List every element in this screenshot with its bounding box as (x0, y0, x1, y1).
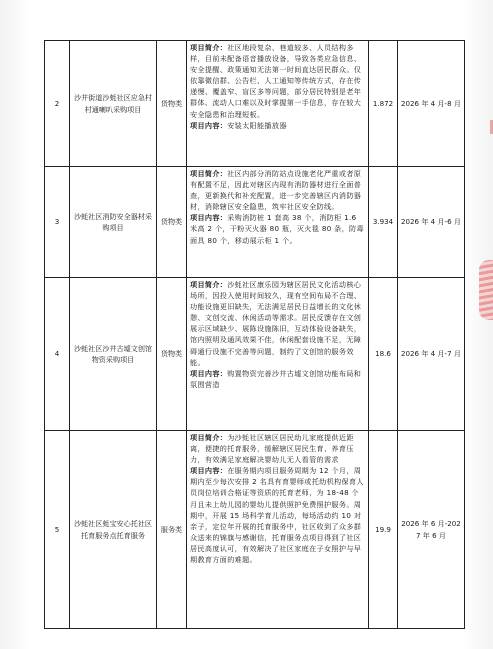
red-seal-stamp-edge (479, 260, 493, 320)
row-number: 4 (45, 278, 70, 431)
row-number: 2 (45, 41, 70, 167)
project-name: 沙蚝社区沙井古墟文创馆物资采购项目 (70, 278, 157, 431)
project-description (187, 41, 369, 167)
project-description (187, 431, 369, 629)
content-text: 采购消防桩 1 套高 38 个，消防柜 1.6 米高 2 个，干粉灭火器 80 瓶，灭火毯 80 条，防毒面具 80 个，移动展示柜 1 个。 (190, 213, 364, 245)
project-category: 货物类 (157, 167, 187, 278)
project-description (187, 278, 369, 431)
intro-text: 为沙蚝社区辖区居民幼儿家庭提供近距离，便捷的托育服务，缓解辖区居民生育、养育压力，有效满足家庭解决婴幼儿无人看管的需求 (190, 433, 354, 465)
project-amount: 19.9 (369, 431, 398, 629)
project-category: 货物类 (157, 278, 187, 431)
row-number: 5 (45, 431, 70, 629)
project-content (190, 212, 365, 245)
table-row (45, 41, 465, 167)
project-name: 沙蚝社区蚝宝安心托社区托育服务点托育服务 (70, 431, 157, 629)
table-row (45, 431, 465, 629)
intro-text: 社区地段复杂、巷道较多、人员结构多样，目前未配备语音播放设备，导致各类应急信息、安全提醒、政策通知无法第一时间直达居民群众。仅依靠微信群、公告栏、人工通知等传统方式，存在传递慢、覆盖窄、盲区多等问题，部分居民特别是老年群体、流动人口难以及时掌握第一手信息，存在较大安全隐患和治理短板。 (190, 43, 362, 119)
project-amount: 3.934 (369, 167, 398, 278)
intro-label: 项目简介： (190, 280, 228, 289)
project-time: 2026 年 4 月-6 月 (398, 167, 465, 278)
intro-text: 社区内部分消防站点设施老化严重或者原有配置不足，因此对辖区内现有消防器材进行全面普查，更新换代和补充配置，进一步完善辖区内消防器材，消除辖区安全隐患，筑牢社区安全防线。 (190, 169, 362, 212)
project-time: 2026 年 4 月-8 月 (398, 41, 465, 167)
project-intro (190, 42, 365, 120)
project-description (187, 167, 369, 278)
project-category: 货物类 (157, 41, 187, 167)
project-time: 2026 年 6 月-2027 年 6 月 (398, 431, 465, 629)
procurement-project-table (44, 40, 465, 629)
content-label: 项目内容： (190, 213, 228, 223)
project-amount: 1.872 (369, 41, 398, 167)
project-name: 沙蚝社区消防安全器材采购项目 (70, 167, 157, 278)
content-label: 项目内容： (190, 368, 228, 378)
intro-label: 项目简介： (190, 433, 228, 442)
content-label: 项目内容： (190, 466, 228, 476)
project-intro (190, 432, 365, 465)
row-number: 3 (45, 167, 70, 278)
project-intro (190, 279, 365, 368)
project-intro (190, 168, 365, 212)
intro-label: 项目简介： (190, 43, 228, 52)
content-text: 安装太阳能播放器 (227, 120, 287, 130)
intro-text: 沙蚝社区康乐园为辖区居民文化活动核心场所，因投入使用时间较久，现有空间布局不合理、功能设施更旧缺失，无法满足居民日益增长的文化休憩、文创交流、休闲活动等需求。居民反馈存在文创展示区域缺少、展陈设施陈旧，互动体验设备缺失，馆内照明及通风效果不佳，休闲配套设施不足，无障碍通行设施不完善等问题，制约了文创馆的服务效能。 (190, 280, 362, 367)
project-time: 2026 年 4 月-7 月 (398, 278, 465, 431)
project-content (190, 368, 365, 390)
project-content (190, 120, 365, 131)
table-row (45, 167, 465, 278)
project-amount: 18.6 (369, 278, 398, 431)
project-category: 服务类 (157, 431, 187, 629)
intro-label: 项目简介： (190, 169, 228, 178)
content-label: 项目内容： (190, 120, 228, 130)
project-content (190, 465, 365, 565)
project-name: 沙井街道沙蚝社区应急村村通喇叭采购项目 (70, 41, 157, 167)
content-text: 购置物资完善沙井古墟文创馆功能布局和氛围营造 (190, 368, 362, 389)
table-row (45, 278, 465, 431)
content-text: 在服务期内项目服务周期为 12 个月，周期内至少每次安排 2 名具有育婴师或托幼机构保育人员岗位培训合格证等资质的托育老师，为 18-48 个月且未上幼儿园的婴幼儿提供照护免费照护服务。周期中，开展 15 场科学育儿活动，每场活动约 10 对亲子，定位年开展的托育服务中，社区收到了众多群众送来的锦旗与感谢信，托育服务点项目得到了社区居民高度认可，有效解决了社区家庭在子女照护与早期教育方面的难题。 (190, 466, 364, 565)
